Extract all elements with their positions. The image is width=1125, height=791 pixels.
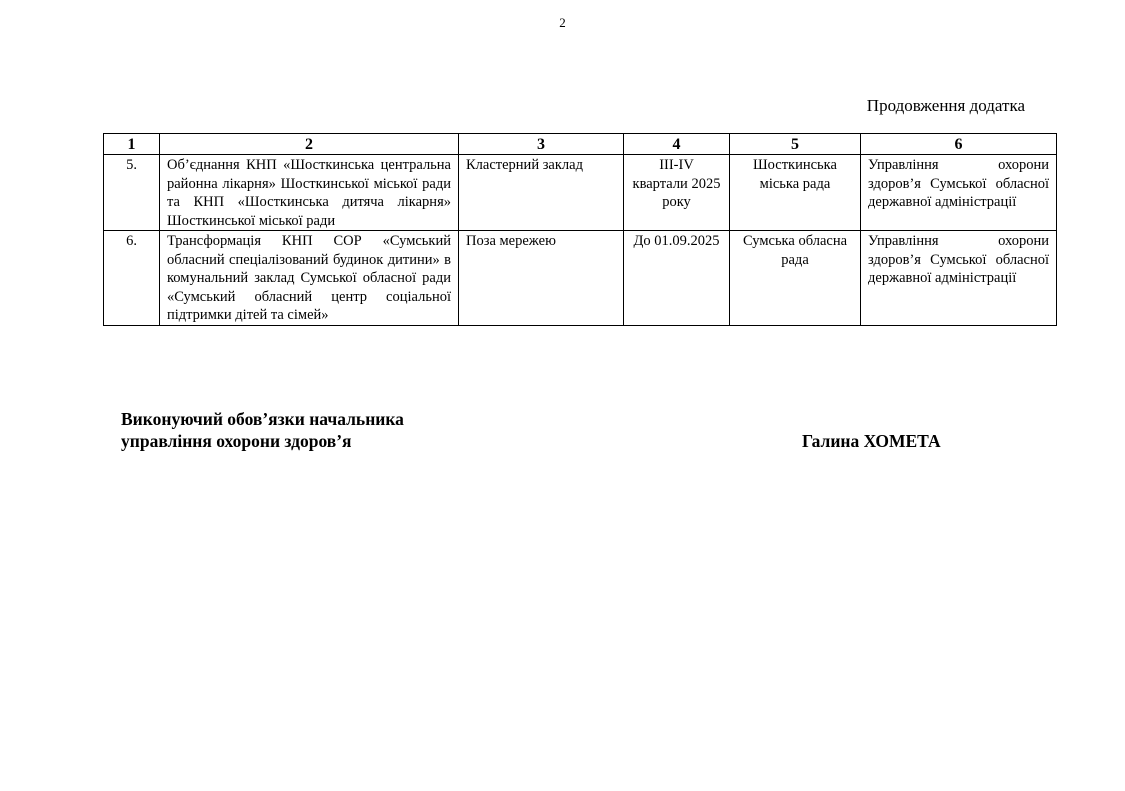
table-row <box>104 231 1057 326</box>
table-row <box>104 155 1057 231</box>
institution-type: Кластерний заклад <box>459 155 624 231</box>
row-number: 6. <box>104 231 160 326</box>
institution-name: Об’єднання КНП «Шосткинська центральна районна лікарня» Шосткинської міської ради та КНП «Шосткинська дитяча лікарня» Шосткинської міської ради <box>160 155 459 231</box>
institution-type: Поза мережею <box>459 231 624 326</box>
column-header: 2 <box>160 134 459 155</box>
appendix-table <box>103 133 1057 326</box>
page-number: 2 <box>559 15 566 30</box>
signatory-position-line1: Виконуючий обов’язки начальника <box>121 409 404 429</box>
column-header: 5 <box>730 134 861 155</box>
institution-name: Трансформація КНП СОР «Сумський обласний спеціалізований будинок дитини» в комунальний заклад Сумської обласної ради «Сумський обласний центр соціальної підтримки дітей та сімей» <box>160 231 459 326</box>
term: III-IV квартали 2025 року <box>624 155 730 231</box>
term: До 01.09.2025 <box>624 231 730 326</box>
owner: Сумська обласна рада <box>730 231 861 326</box>
owner: Шосткинська міська рада <box>730 155 861 231</box>
column-header: 3 <box>459 134 624 155</box>
table-header-row <box>104 134 1057 155</box>
row-number: 5. <box>104 155 160 231</box>
column-header: 4 <box>624 134 730 155</box>
continuation-label: Продовження додатка <box>866 96 1025 115</box>
column-header: 6 <box>861 134 1057 155</box>
signatory-name: Галина ХОМЕТА <box>802 431 941 451</box>
signatory-position <box>121 408 404 452</box>
column-header: 1 <box>104 134 160 155</box>
responsible: Управління охорони здоров’я Сумської обласної державної адміністрації <box>861 231 1057 326</box>
responsible: Управління охорони здоров’я Сумської обласної державної адміністрації <box>861 155 1057 231</box>
signatory-position-line2: управління охорони здоров’я <box>121 431 352 451</box>
